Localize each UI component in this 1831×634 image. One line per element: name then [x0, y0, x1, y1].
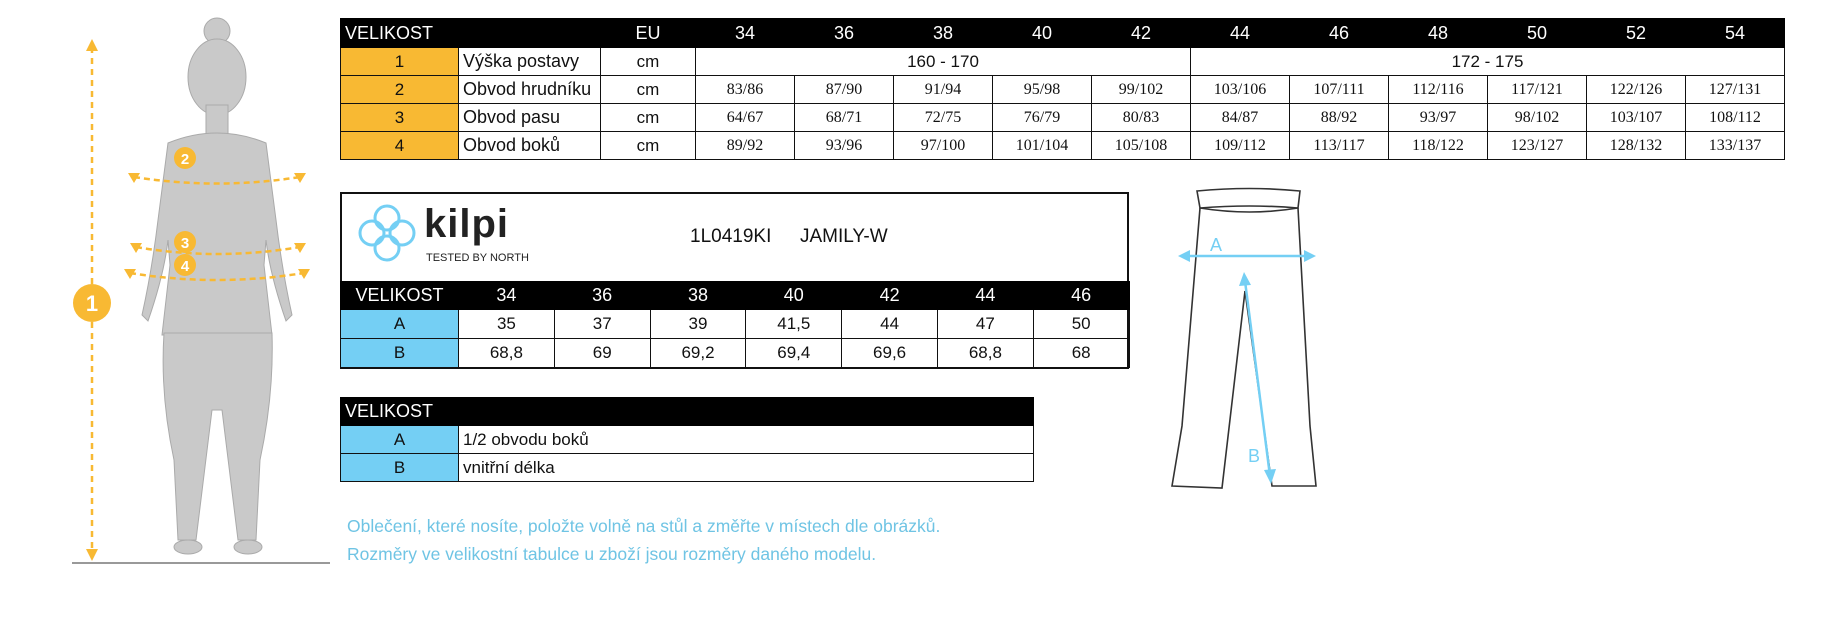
cell: 93/97 — [1389, 104, 1488, 132]
size-table-header — [341, 19, 1785, 48]
table-row — [341, 426, 1034, 454]
cell: 99/102 — [1092, 76, 1191, 104]
cell: 109/112 — [1191, 132, 1290, 160]
table-row — [341, 104, 1785, 132]
legend-label: B — [341, 454, 459, 482]
header-col: 38 — [650, 282, 746, 310]
cell: 72/75 — [894, 104, 993, 132]
cell: 68,8 — [937, 339, 1033, 368]
product-table-header — [341, 282, 1130, 310]
cell: 91/94 — [894, 76, 993, 104]
row-unit: cm — [601, 104, 696, 132]
brand-logo — [352, 198, 532, 268]
svg-text:3: 3 — [180, 235, 190, 252]
header-col: 46 — [1290, 19, 1389, 48]
row-label: Obvod boků — [459, 132, 601, 160]
product-name: JAMILY-W — [800, 226, 888, 247]
header-col: 34 — [459, 282, 555, 310]
cell: 35 — [459, 310, 555, 339]
cell: 97/100 — [894, 132, 993, 160]
cell: 122/126 — [1587, 76, 1686, 104]
cell: 80/83 — [1092, 104, 1191, 132]
cell: 89/92 — [696, 132, 795, 160]
cell: 69 — [554, 339, 650, 368]
product-code: 1L0419KI — [690, 226, 772, 247]
pants-diagram — [1160, 186, 1335, 491]
row-unit: cm — [601, 76, 696, 104]
header-col: 54 — [1686, 19, 1785, 48]
header-size: VELIKOST — [341, 19, 601, 48]
legend-text: 1/2 obvodu boků — [459, 426, 1034, 454]
woman-silhouette — [142, 18, 292, 554]
cell: 103/107 — [1587, 104, 1686, 132]
svg-text:2: 2 — [180, 151, 190, 168]
row-number: 2 — [341, 76, 459, 104]
cell: 41,5 — [746, 310, 842, 339]
header-col: 36 — [795, 19, 894, 48]
row-label: Obvod pasu — [459, 104, 601, 132]
size-table — [340, 18, 1785, 160]
instructions-note — [347, 512, 940, 568]
table-row — [341, 132, 1785, 160]
cell: 44 — [842, 310, 938, 339]
cell: 88/92 — [1290, 104, 1389, 132]
header-col: 48 — [1389, 19, 1488, 48]
header-col: 40 — [746, 282, 842, 310]
row-number: 3 — [341, 104, 459, 132]
header-eu: EU — [601, 19, 696, 48]
header-col: 44 — [937, 282, 1033, 310]
cell: 98/102 — [1488, 104, 1587, 132]
note-line: Oblečení, které nosíte, položte volně na stůl a změřte v místech dle obrázků. — [347, 516, 941, 536]
cell: 69,2 — [650, 339, 746, 368]
pants-outline — [1172, 189, 1316, 489]
table-row — [341, 339, 1130, 368]
row-unit: cm — [601, 132, 696, 160]
cell: 47 — [937, 310, 1033, 339]
header-col: 42 — [1092, 19, 1191, 48]
header-col: 52 — [1587, 19, 1686, 48]
cell: 103/106 — [1191, 76, 1290, 104]
cell: 68,8 — [459, 339, 555, 368]
legend-label: A — [341, 426, 459, 454]
knot-icon — [352, 198, 422, 268]
cell: 39 — [650, 310, 746, 339]
header-col: 50 — [1488, 19, 1587, 48]
product-size-table — [340, 281, 1130, 368]
height-marker-label: 1 — [85, 291, 99, 316]
cell: 133/137 — [1686, 132, 1785, 160]
table-row — [341, 454, 1034, 482]
cell: 123/127 — [1488, 132, 1587, 160]
cell: 113/117 — [1290, 132, 1389, 160]
row-label: Výška postavy — [459, 48, 601, 76]
cell: 93/96 — [795, 132, 894, 160]
height-range-2: 172 - 175 — [1191, 48, 1785, 76]
legend-text: vnitřní délka — [459, 454, 1034, 482]
measure-a-label: A — [1210, 235, 1223, 255]
table-row — [341, 76, 1785, 104]
row-label: B — [341, 339, 459, 368]
brand-name: kilpi — [424, 202, 510, 246]
row-number: 1 — [341, 48, 459, 76]
cell: 37 — [554, 310, 650, 339]
cell: 128/132 — [1587, 132, 1686, 160]
header-col: 34 — [696, 19, 795, 48]
row-label: A — [341, 310, 459, 339]
body-measurement-figure — [60, 15, 335, 570]
cell: 84/87 — [1191, 104, 1290, 132]
cell: 117/121 — [1488, 76, 1587, 104]
cell: 87/90 — [795, 76, 894, 104]
header-col: 42 — [842, 282, 938, 310]
cell: 64/67 — [696, 104, 795, 132]
header-col: 38 — [894, 19, 993, 48]
cell: 101/104 — [993, 132, 1092, 160]
row-label: Obvod hrudníku — [459, 76, 601, 104]
height-range-1: 160 - 170 — [696, 48, 1191, 76]
legend-table — [340, 397, 1034, 482]
cell: 108/112 — [1686, 104, 1785, 132]
cell: 127/131 — [1686, 76, 1785, 104]
cell: 50 — [1033, 310, 1129, 339]
legend-header-text: VELIKOST — [341, 398, 1034, 426]
cell: 95/98 — [993, 76, 1092, 104]
cell: 112/116 — [1389, 76, 1488, 104]
row-unit: cm — [601, 48, 696, 76]
table-row — [341, 48, 1785, 76]
header-col: 46 — [1033, 282, 1129, 310]
note-line: Rozměry ve velikostní tabulce u zboží jsou rozměry daného modelu. — [347, 544, 877, 564]
header-col: 36 — [554, 282, 650, 310]
cell: 105/108 — [1092, 132, 1191, 160]
cell: 118/122 — [1389, 132, 1488, 160]
row-number: 4 — [341, 132, 459, 160]
header-size: VELIKOST — [341, 282, 459, 310]
header-col: 44 — [1191, 19, 1290, 48]
cell: 68/71 — [795, 104, 894, 132]
table-row — [341, 310, 1130, 339]
cell: 69,6 — [842, 339, 938, 368]
measure-b-label: B — [1248, 446, 1261, 466]
cell: 83/86 — [696, 76, 795, 104]
brand-tagline: TESTED BY NORTH — [426, 252, 529, 264]
legend-header — [341, 398, 1034, 426]
svg-text:4: 4 — [180, 258, 190, 275]
cell: 69,4 — [746, 339, 842, 368]
cell: 76/79 — [993, 104, 1092, 132]
cell: 68 — [1033, 339, 1129, 368]
header-col: 40 — [993, 19, 1092, 48]
cell: 107/111 — [1290, 76, 1389, 104]
